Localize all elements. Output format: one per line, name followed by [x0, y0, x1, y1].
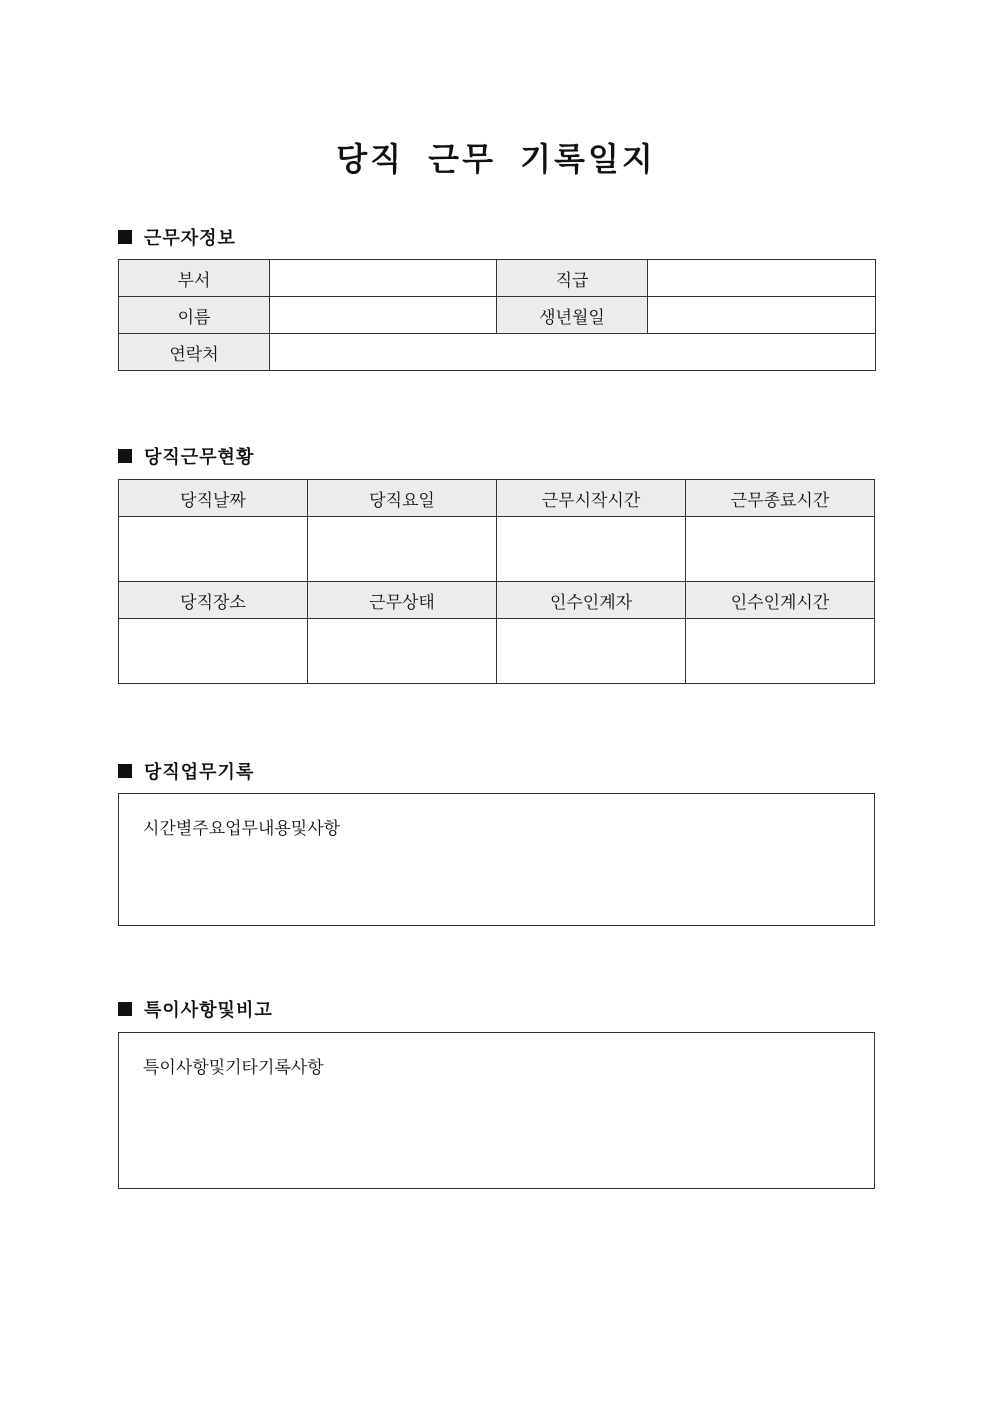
start-time-field[interactable] — [497, 517, 686, 582]
name-label: 이름 — [119, 297, 270, 334]
duty-weekday-label: 당직요일 — [308, 480, 497, 517]
page-title: 당직 근무 기록일지 — [336, 140, 656, 178]
worker-info-table — [118, 259, 876, 371]
table-row — [119, 619, 875, 684]
position-label: 직급 — [497, 260, 648, 297]
work-status-field[interactable] — [308, 619, 497, 684]
birthdate-field[interactable] — [648, 297, 876, 334]
start-time-label: 근무시작시간 — [497, 480, 686, 517]
square-bullet-icon — [118, 449, 132, 463]
duty-record-heading-text: 당직업무기록 — [144, 762, 255, 783]
duty-status-heading-text: 당직근무현황 — [144, 447, 255, 468]
duty-location-label: 당직장소 — [119, 582, 308, 619]
table-row — [119, 582, 875, 619]
duty-status-table — [118, 479, 875, 684]
remarks-box[interactable] — [118, 1032, 875, 1189]
square-bullet-icon — [118, 764, 132, 778]
table-row — [119, 260, 876, 297]
duty-date-label: 당직날짜 — [119, 480, 308, 517]
department-field[interactable] — [270, 260, 497, 297]
remarks-heading-text: 특이사항및비고 — [144, 1000, 273, 1021]
worker-info-heading-text: 근무자정보 — [144, 228, 236, 249]
duty-status-heading — [118, 443, 254, 469]
handover-time-label: 인수인계시간 — [686, 582, 875, 619]
duty-record-box[interactable] — [118, 793, 875, 926]
duty-location-field[interactable] — [119, 619, 308, 684]
handover-time-field[interactable] — [686, 619, 875, 684]
position-field[interactable] — [648, 260, 876, 297]
table-row — [119, 334, 876, 371]
work-status-label: 근무상태 — [308, 582, 497, 619]
duty-date-field[interactable] — [119, 517, 308, 582]
square-bullet-icon — [118, 230, 132, 244]
end-time-field[interactable] — [686, 517, 875, 582]
handover-person-label: 인수인계자 — [497, 582, 686, 619]
remarks-heading — [118, 996, 273, 1022]
square-bullet-icon — [118, 1002, 132, 1016]
duty-record-heading — [118, 758, 254, 784]
table-row — [119, 517, 875, 582]
table-row — [119, 297, 876, 334]
end-time-label: 근무종료시간 — [686, 480, 875, 517]
handover-person-field[interactable] — [497, 619, 686, 684]
name-field[interactable] — [270, 297, 497, 334]
table-row — [119, 480, 875, 517]
worker-info-heading — [118, 224, 236, 250]
department-label: 부서 — [119, 260, 270, 297]
contact-label: 연락처 — [119, 334, 270, 371]
duty-weekday-field[interactable] — [308, 517, 497, 582]
contact-field[interactable] — [270, 334, 876, 371]
remarks-placeholder: 특이사항및기타기록사항 — [143, 1058, 324, 1078]
birthdate-label: 생년월일 — [497, 297, 648, 334]
duty-record-placeholder: 시간별주요업무내용및사항 — [143, 819, 341, 839]
